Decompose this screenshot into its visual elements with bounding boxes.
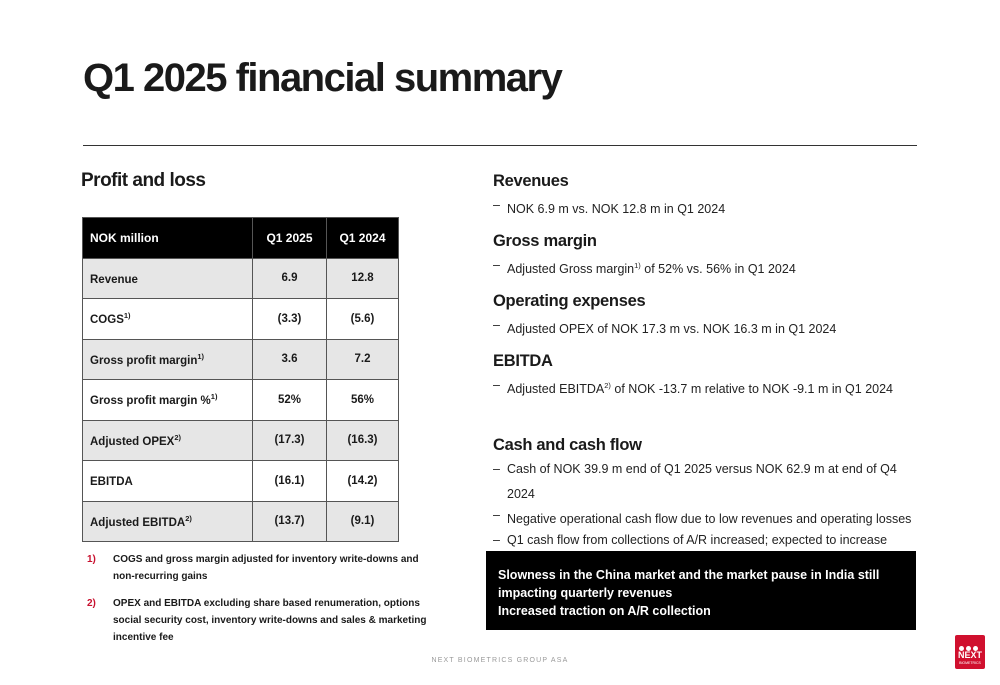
bullet-item	[493, 505, 923, 530]
value-q1-2024: (5.6)	[327, 299, 399, 340]
bullet-dash: –	[493, 378, 500, 393]
row-label	[83, 380, 253, 421]
footnote-marker: 1)	[210, 392, 218, 402]
row-label-text: Gross profit margin %	[90, 395, 211, 408]
logo-text: NEXT	[957, 650, 982, 660]
section-heading: Gross margin	[493, 232, 597, 251]
value-q1-2025: 6.9	[253, 258, 327, 299]
summary-sections	[493, 172, 923, 576]
row-label-text: Gross profit margin	[90, 354, 198, 367]
summary-section	[493, 352, 923, 400]
column-header-label: NOK million	[83, 218, 253, 259]
row-label	[83, 501, 253, 542]
bullet-text	[507, 315, 836, 340]
bullet-text-part: Adjusted EBITDA	[507, 382, 605, 397]
footnote-text: OPEX and EBITDA excluding share based renumeration, options social security cost, inventory write-downs and sales & marketing incentive fee	[113, 598, 427, 643]
value-q1-2025: (17.3)	[253, 420, 327, 461]
bullet-text	[507, 459, 923, 505]
bullet-text-part: Adjusted Gross margin	[507, 262, 635, 277]
value-q1-2024: 56%	[327, 380, 399, 421]
title-divider	[83, 145, 917, 146]
bullet-item	[493, 255, 923, 280]
column-header-q1-2024: Q1 2024	[327, 218, 399, 259]
callout-line: Increased traction on A/R collection	[498, 604, 711, 618]
bullet-text	[507, 195, 725, 220]
footnote-marker: 1)	[197, 351, 205, 361]
bullet-text-part: Q1 cash flow from collections of A/R increased; expected to increase	[507, 532, 888, 547]
value-q1-2025: (16.1)	[253, 461, 327, 502]
section-heading: Operating expenses	[493, 292, 646, 311]
value-q1-2024: (9.1)	[327, 501, 399, 542]
footnote-marker: 2)	[185, 513, 192, 523]
bullet-text-part: of 52% vs. 56% in Q1 2024	[640, 262, 796, 277]
bullet-text	[507, 505, 911, 530]
value-q1-2024: 7.2	[327, 339, 399, 380]
footnote-marker: 1)	[634, 261, 641, 271]
bullet-dash: –	[493, 532, 500, 547]
footnotes	[87, 551, 437, 656]
summary-section	[493, 292, 923, 340]
bullet-item	[493, 195, 923, 220]
table-row	[83, 461, 399, 502]
profit-and-loss-heading: Profit and loss	[81, 170, 206, 191]
row-label	[83, 339, 253, 380]
footer-company-name: NEXT BIOMETRICS GROUP ASA	[431, 657, 569, 664]
bullet-item	[493, 315, 923, 340]
bullet-item	[493, 459, 923, 505]
page-title: Q1 2025 financial summary	[83, 56, 562, 100]
row-label-text: COGS	[90, 314, 124, 327]
footnote-marker: 1)	[123, 311, 131, 321]
bullet-dash: –	[493, 198, 500, 212]
bullet-text-part: of NOK -13.7 m relative to NOK -9.1 m in Q1 2024	[610, 382, 893, 397]
footnote-number: 1)	[87, 554, 96, 565]
bullet-dash: –	[493, 258, 500, 273]
section-heading: Cash and cash flow	[493, 435, 642, 454]
table-row	[83, 501, 399, 542]
bullet-text	[507, 375, 893, 400]
bullet-text-part: Adjusted OPEX of NOK 17.3 m vs. NOK 16.3 m in Q1 2024	[507, 322, 837, 337]
value-q1-2025: 52%	[253, 380, 327, 421]
footnote-marker: 2)	[174, 432, 182, 442]
table-row	[83, 299, 399, 340]
row-label	[83, 420, 253, 461]
key-message-callout	[486, 551, 916, 630]
table-header-row	[83, 218, 399, 259]
column-header-q1-2025: Q1 2025	[253, 218, 327, 259]
row-label	[83, 258, 253, 299]
row-label	[83, 461, 253, 502]
section-heading: EBITDA	[493, 352, 553, 371]
value-q1-2025: (13.7)	[253, 501, 327, 542]
summary-section	[493, 232, 923, 280]
row-label	[83, 299, 253, 340]
table-row	[83, 380, 399, 421]
footnote-number: 2)	[87, 598, 96, 609]
value-q1-2024: (16.3)	[327, 420, 399, 461]
bullet-dash: –	[493, 507, 500, 522]
next-biometrics-logo	[955, 635, 985, 669]
row-label-text: Adjusted OPEX	[90, 435, 175, 448]
row-label-text: Revenue	[90, 273, 138, 286]
value-q1-2025: (3.3)	[253, 299, 327, 340]
logo-subtext: BIOMETRICS	[959, 661, 981, 665]
bullet-text-part: Cash of NOK 39.9 m end of Q1 2025 versus NOK 62.9 m at end of Q4 2024	[507, 461, 897, 501]
table-row	[83, 420, 399, 461]
table-row	[83, 258, 399, 299]
bullet-item	[493, 375, 923, 400]
footnote-text: COGS and gross margin adjusted for inventory write-downs and non-recurring gains	[113, 554, 419, 582]
bullet-text	[507, 255, 796, 280]
bullet-dash: –	[493, 461, 500, 476]
bullet-dash: –	[493, 318, 500, 333]
profit-and-loss-table	[82, 217, 399, 542]
callout-line: Slowness in the China market and the market pause in India still impacting quarterly revenues	[498, 568, 880, 600]
bullet-text-part: Negative operational cash flow due to low revenues and operating losses	[507, 511, 912, 526]
row-label-text: EBITDA	[90, 476, 133, 489]
footnote-marker: 2)	[604, 381, 611, 391]
bullet-text-part: NOK 6.9 m vs. NOK 12.8 m in Q1 2024	[507, 202, 726, 217]
footnote	[87, 595, 437, 646]
section-heading: Revenues	[493, 172, 569, 190]
summary-section	[493, 172, 923, 220]
value-q1-2024: 12.8	[327, 258, 399, 299]
table-row	[83, 339, 399, 380]
footnote	[87, 551, 437, 585]
row-label-text: Adjusted EBITDA	[90, 516, 186, 529]
value-q1-2025: 3.6	[253, 339, 327, 380]
value-q1-2024: (14.2)	[327, 461, 399, 502]
